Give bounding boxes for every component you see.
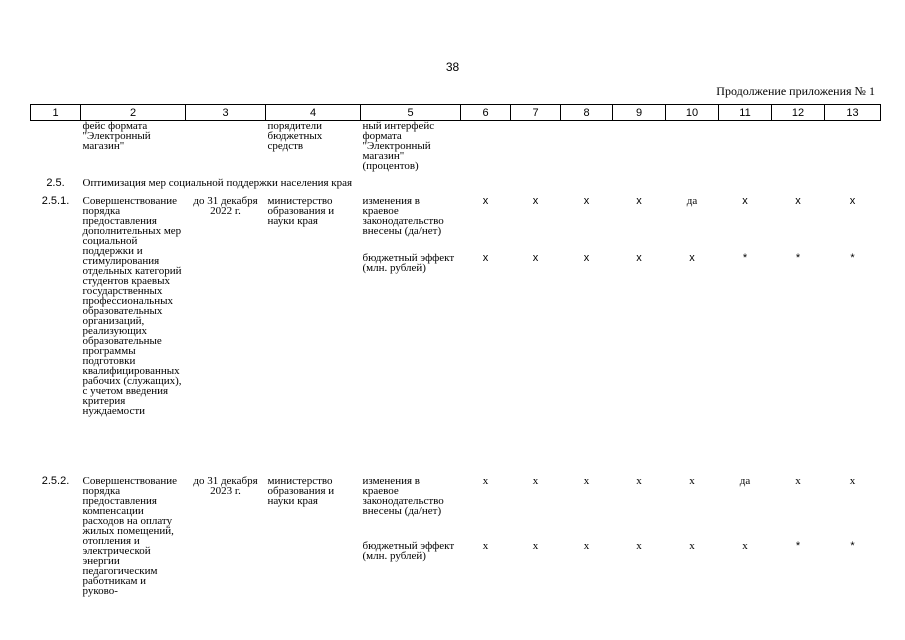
item-executor: министерство образования и науки края xyxy=(267,475,335,507)
value-cell: х xyxy=(849,475,856,487)
item-deadline: до 31 декабря 2023 г. xyxy=(193,475,258,497)
col-header: 1 xyxy=(31,105,81,121)
value-cell: * xyxy=(850,540,855,553)
value-cell: да xyxy=(739,475,751,487)
cell-name: фейс формата "Электронный магазин" xyxy=(82,120,151,152)
value-cell: * xyxy=(795,252,801,264)
indicator-text: бюджетный эффект (млн. рублей) xyxy=(362,540,455,563)
item-executor: министерство образования и науки края xyxy=(267,195,335,227)
value-cell: х xyxy=(742,540,748,553)
item-number: 2.5.1. xyxy=(41,195,70,207)
value-cell: х xyxy=(583,195,590,207)
cell-indicator: ный интерфейс формата "Электронный магазин" (процентов) xyxy=(362,120,435,172)
section-title: Оптимизация мер социальной поддержки населения края xyxy=(82,177,353,189)
value-cell: х xyxy=(742,195,748,207)
col-header: 7 xyxy=(511,105,561,121)
col-header: 4 xyxy=(266,105,361,121)
section-row xyxy=(31,171,881,196)
table-row xyxy=(31,196,881,253)
value-cell: х xyxy=(482,252,489,264)
cell-executor: порядители бюджетных средств xyxy=(267,120,323,152)
value-cell: х xyxy=(795,195,801,207)
col-header: 10 xyxy=(666,105,719,121)
item-number: 2.5.2. xyxy=(41,475,70,487)
col-header: 6 xyxy=(461,105,511,121)
col-header: 9 xyxy=(613,105,666,121)
value-cell: х xyxy=(532,475,539,487)
col-header: 8 xyxy=(561,105,613,121)
value-cell: да xyxy=(686,195,698,207)
section-number: 2.5. xyxy=(46,177,65,189)
value-cell: х xyxy=(532,540,539,553)
value-cell: х xyxy=(849,195,856,207)
value-cell: х xyxy=(532,252,539,264)
value-cell: * xyxy=(742,252,748,264)
column-number-row xyxy=(31,105,881,121)
plan-table xyxy=(30,104,881,596)
col-header: 12 xyxy=(772,105,825,121)
item-name: Совершенствование порядка предоставления компенсации расходов на оплату жилых помещений, отопления и электрической энергии педагогическим работникам и руково- xyxy=(82,475,177,597)
value-cell: х xyxy=(689,475,695,487)
value-cell: х xyxy=(689,252,695,264)
item-name: Совершенствование порядка предоставления дополнительных мер социальной поддержки и стимулирования отдельных категорий студентов краевых государственных профессиональных образовательных организаций, реализующих образовательные программы подготовки квалифицированных рабочих (служащих), с учетом введения критерия нуждаемости xyxy=(82,195,182,417)
table-row xyxy=(31,476,881,541)
value-cell: х xyxy=(795,475,801,487)
col-header: 11 xyxy=(719,105,772,121)
value-cell: х xyxy=(636,195,642,207)
item-deadline: до 31 декабря 2022 г. xyxy=(193,195,258,217)
value-cell: х xyxy=(689,540,695,553)
value-cell: х xyxy=(583,252,590,264)
value-cell: х xyxy=(532,195,539,207)
continuation-label: Продолжение приложения № 1 xyxy=(716,84,875,98)
indicator-text: бюджетный эффект (млн. рублей) xyxy=(362,252,455,274)
value-cell: * xyxy=(850,252,855,264)
value-cell: * xyxy=(795,540,801,553)
indicator-text: изменения в краевое законодательство внесены (да/нет) xyxy=(362,195,444,237)
value-cell: х xyxy=(482,475,489,487)
continuation-row xyxy=(31,121,881,172)
col-header: 2 xyxy=(81,105,186,121)
col-header: 5 xyxy=(361,105,461,121)
col-header: 13 xyxy=(825,105,881,121)
col-header: 3 xyxy=(186,105,266,121)
page-number: 38 xyxy=(445,60,460,74)
value-cell: х xyxy=(636,475,642,487)
value-cell: х xyxy=(583,475,590,487)
value-cell: х xyxy=(636,252,642,264)
value-cell: х xyxy=(636,540,642,553)
value-cell: х xyxy=(583,540,590,553)
value-cell: х xyxy=(482,540,489,553)
value-cell: х xyxy=(482,195,489,207)
indicator-text: изменения в краевое законодательство внесены (да/нет) xyxy=(362,475,444,517)
